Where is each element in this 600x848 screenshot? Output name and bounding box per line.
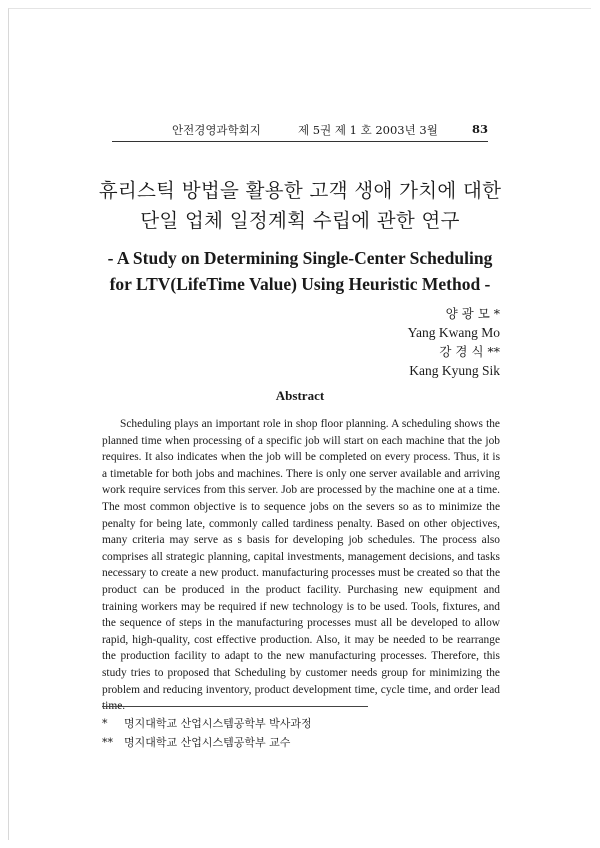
footnote-1-text: 명지대학교 산업시스템공학부 박사과정 xyxy=(124,717,312,730)
footnote-rule xyxy=(102,706,368,707)
footnote-2-text: 명지대학교 산업시스템공학부 교수 xyxy=(124,736,291,749)
footnote-2-mark: ** xyxy=(102,736,113,749)
issue-info: 제 5권 제 1 호 2003년 3월 xyxy=(298,123,438,137)
footnote-1 xyxy=(102,714,312,733)
korean-title xyxy=(60,176,540,236)
author-1-korean: 양 광 모 * xyxy=(445,306,500,321)
footnote-2 xyxy=(102,733,312,752)
english-title xyxy=(60,245,540,297)
english-title-line-1: - A Study on Determining Single-Center Scheduling xyxy=(107,248,493,268)
abstract-heading: Abstract xyxy=(275,388,325,403)
korean-title-line-2: 단일 업체 일정계획 수립에 관한 연구 xyxy=(140,209,460,232)
author-2-korean: 강 경 식 ** xyxy=(439,344,500,359)
english-title-line-2: for LTV(LifeTime Value) Using Heuristic Method - xyxy=(109,274,491,294)
header-rule xyxy=(112,141,488,142)
author-block xyxy=(408,304,500,380)
journal-name: 안전경영과학회지 xyxy=(172,123,261,137)
page-number: 83 xyxy=(471,122,488,136)
footnotes xyxy=(102,714,312,752)
author-2-english: Kang Kyung Sik xyxy=(409,363,500,378)
korean-title-line-1: 휴리스틱 방법을 활용한 고객 생애 가치에 대한 xyxy=(98,179,502,202)
abstract-body: Scheduling plays an important role in shop floor planning. A scheduling shows the planned time when processing of a specific job will start on each machine that the job requires. It also indicates when the job will be completed on every process. Thus, it is a timetable for both jobs and machines. There is only one server available and arriving work require services from this server. Job are processed by the machine one at a time. The most common objective is to sequence jobs on the severs so as to minimize the penalty for being late, commonly called tardiness penalty. Based on other objectives, many criteria may serve as s basis for developing job schedules. The process also comprises all strategic planning, capital investments, management decisions, and tasks necessary to create a new product. manufacturing processes must be created so that the product can be produced in the product facility. Purchasing new equipment and training workers may be required if new technology is to be used. Tools, fixtures, and the sequence of steps in the manufacturing processes must all be developed to allow rapid, high-quality, cost effective production. Also, it may be needed to be rearrange the production facility to adapt to the new manufacturing processes. Therefore, this study tries to proposed that Scheduling by customer needs group for minimizing the problem and reducing inventory, product development time, cycle time, and order lead time. xyxy=(102,418,500,713)
footnote-1-mark: * xyxy=(102,717,108,730)
author-1-english: Yang Kwang Mo xyxy=(407,325,500,340)
